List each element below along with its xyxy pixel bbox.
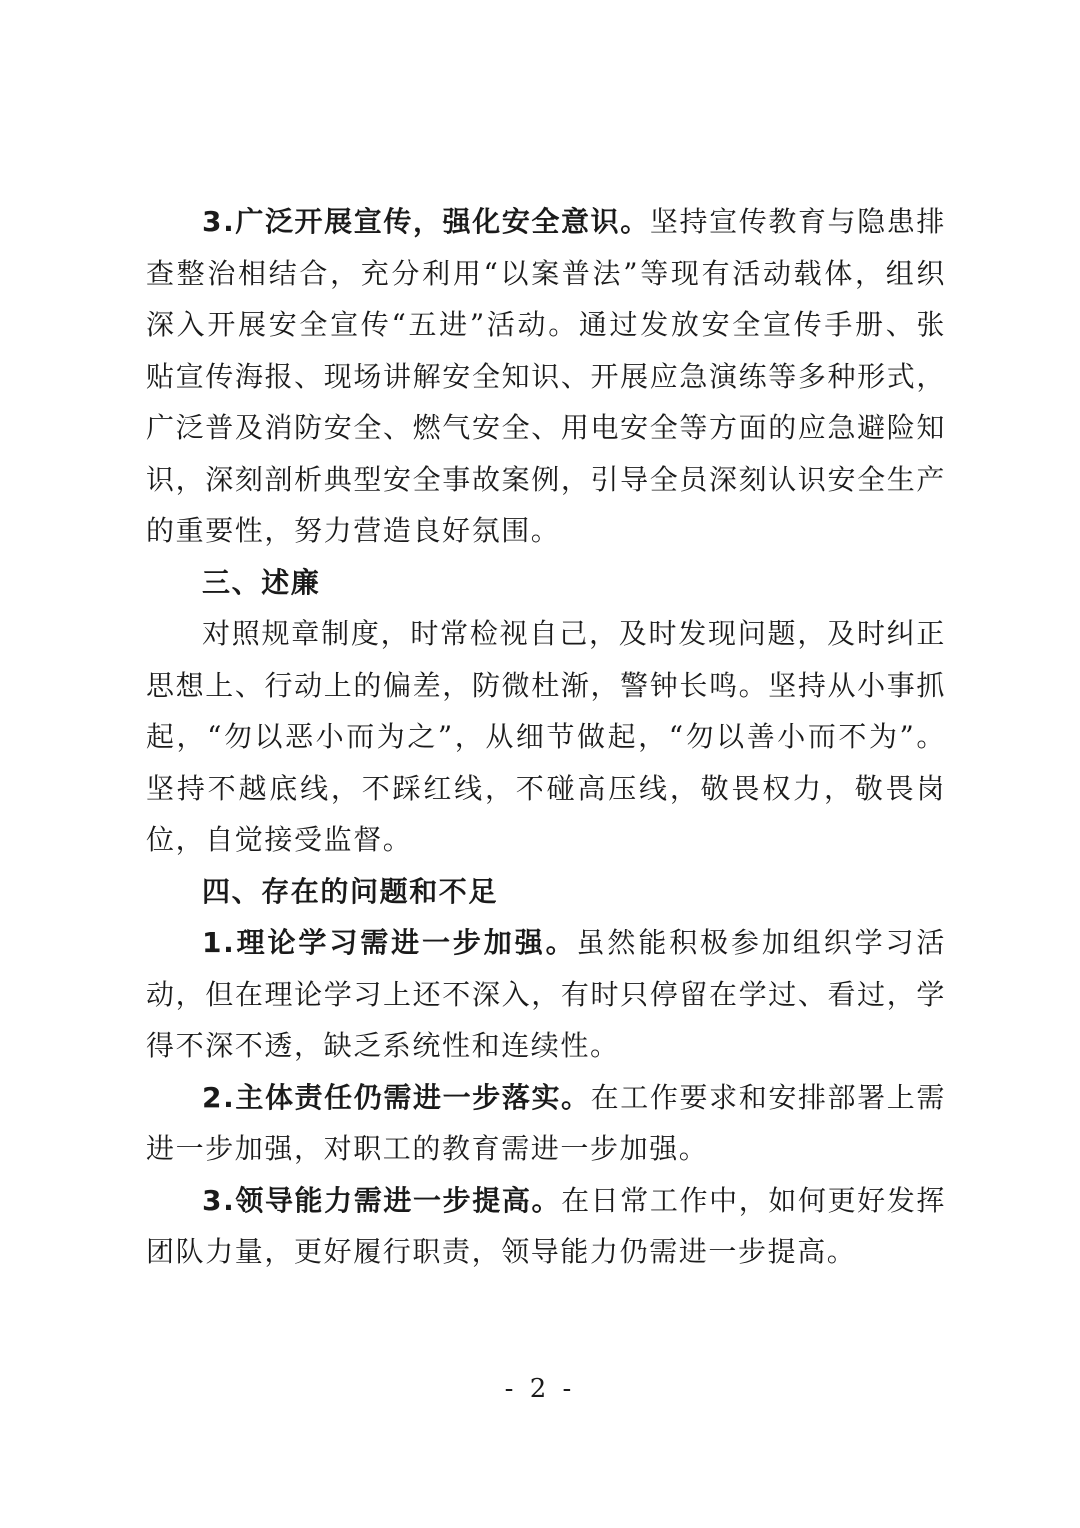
- paragraph-lead: 3.广泛开展宣传，强化安全意识。: [202, 205, 650, 238]
- paragraph-publicity: [146, 196, 946, 557]
- paragraph-lead: 2.主体责任仍需进一步落实。: [202, 1080, 591, 1114]
- paragraph-theory-study: [146, 917, 946, 1072]
- paragraph-leadership: [146, 1175, 946, 1278]
- paragraph-text: 对照规章制度，时常检视自己，及时发现问题，及时纠正思想上、行动上的偏差，防微杜渐，警钟长鸣。坚持从小事抓起，“勿以恶小而为之”，从细节做起，“勿以善小而不为”。坚持不越底线，不踩红线，不碰高压线，敬畏权力，敬畏岗位，自觉接受监督。: [146, 617, 946, 856]
- paragraph-text: 在日常工作中，如何更好发挥团队力量，更好履行职责，领导能力仍需进一步提高。: [146, 1183, 946, 1268]
- paragraph-lead: 1.理论学习需进一步加强。: [202, 926, 577, 959]
- paragraph-integrity: [146, 608, 946, 866]
- section-heading-integrity: 三、述廉: [202, 565, 321, 599]
- paragraph-text: 坚持宣传教育与隐患排查整治相结合，充分利用“以案普法”等现有活动载体，组织深入开展安全宣传“五进”活动。通过发放安全宣传手册、张贴宣传海报、现场讲解安全知识、开展应急演练等多种形式，广泛普及消防安全、燃气安全、用电安全等方面的应急避险知识，深刻剖析典型安全事故案例，引导全员深刻认识安全生产的重要性，努力营造良好氛围。: [146, 205, 946, 547]
- section-heading-problems: 四、存在的问题和不足: [202, 874, 499, 908]
- paragraph-lead: 3.领导能力需进一步提高。: [202, 1183, 562, 1217]
- page-number: - 2 -: [504, 1374, 576, 1404]
- document-body: [146, 196, 946, 1278]
- paragraph-text: 虽然能积极参加组织学习活动，但在理论学习上还不深入，有时只停留在学过、看过，学得不深不透，缺乏系统性和连续性。: [146, 926, 947, 1062]
- paragraph-responsibility: [146, 1072, 946, 1175]
- paragraph-text: 在工作要求和安排部署上需进一步加强，对职工的教育需进一步加强。: [146, 1080, 946, 1165]
